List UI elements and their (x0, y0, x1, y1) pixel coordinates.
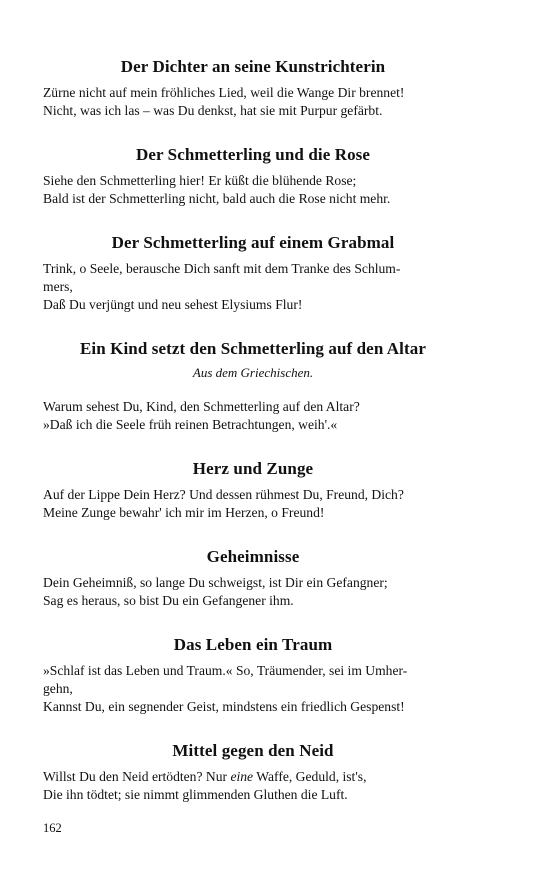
verse-line: Daß Du verjüngt und neu sehest Elysiums Flur! (43, 297, 303, 312)
poem-title: Der Dichter an seine Kunstrichterin (120, 57, 386, 76)
verse-segment: Willst Du den Neid ertödten? Nur (43, 769, 231, 784)
verse-line: Kannst Du, ein segnender Geist, mindstens ein friedlich Gespenst! (43, 699, 405, 714)
poem-herz-zunge (43, 458, 463, 522)
verse-line: Siehe den Schmetterling hier! Er küßt die blühende Rose; (43, 173, 357, 188)
poem-schmetterling-rose (43, 144, 463, 208)
verse-line: »Daß ich die Seele früh reinen Betrachtungen, weih'.« (43, 417, 338, 432)
page-body (43, 56, 463, 804)
verse-line: mers, (43, 279, 73, 294)
verse-line: Meine Zunge bewahr' ich mir im Herzen, o Freund! (43, 505, 325, 520)
poem-verse (43, 662, 463, 716)
verse-emphasis: eine (230, 769, 254, 784)
poem-title: Der Schmetterling auf einem Grabmal (111, 233, 395, 252)
poem-geheimnisse (43, 546, 463, 610)
poem-verse (43, 398, 463, 434)
verse-line: Trink, o Seele, berausche Dich sanft mit dem Tranke des Schlum- (43, 261, 401, 276)
poem-title: Das Leben ein Traum (173, 635, 333, 654)
verse-line: Dein Geheimniß, so lange Du schweigst, ist Dir ein Gefangner; (43, 575, 388, 590)
poem-verse (43, 574, 463, 610)
poem-verse (43, 260, 463, 314)
poem-grabmal (43, 232, 463, 314)
verse-line: Zürne nicht auf mein fröhliches Lied, weil die Wange Dir brennet! (43, 85, 405, 100)
poem-leben-traum (43, 634, 463, 716)
verse-line: Nicht, was ich las – was Du denkst, hat sie mit Purpur gefärbt. (43, 103, 383, 118)
poem-title: Herz und Zunge (192, 459, 314, 478)
poem-altar (43, 338, 463, 434)
verse-segment: Waffe, Geduld, ist's, (253, 769, 367, 784)
poem-dichter (43, 56, 463, 120)
verse-line: »Schlaf ist das Leben und Traum.« So, Träumender, sei im Umher- (43, 663, 408, 678)
verse-line (43, 768, 463, 786)
page-number: 162 (43, 821, 62, 835)
poem-verse (43, 486, 463, 522)
verse-line: Auf der Lippe Dein Herz? Und dessen rühmest Du, Freund, Dich? (43, 487, 404, 502)
poem-verse (43, 768, 463, 804)
poem-title: Geheimnisse (206, 547, 300, 566)
poem-title: Der Schmetterling und die Rose (135, 145, 371, 164)
verse-line: Sag es heraus, so bist Du ein Gefangener ihm. (43, 593, 294, 608)
verse-line: gehn, (43, 681, 73, 696)
verse-line: Warum sehest Du, Kind, den Schmetterling auf den Altar? (43, 399, 360, 414)
poem-verse (43, 172, 463, 208)
verse-line: Die ihn tödtet; sie nimmt glimmenden Gluthen die Luft. (43, 787, 348, 802)
poem-verse (43, 84, 463, 120)
verse-line: Bald ist der Schmetterling nicht, bald auch die Rose nicht mehr. (43, 191, 391, 206)
poem-title: Ein Kind setzt den Schmetterling auf den Altar (79, 339, 427, 358)
poem-subtitle: Aus dem Griechischen. (192, 365, 314, 380)
poem-neid (43, 740, 463, 804)
poem-title: Mittel gegen den Neid (172, 741, 334, 760)
